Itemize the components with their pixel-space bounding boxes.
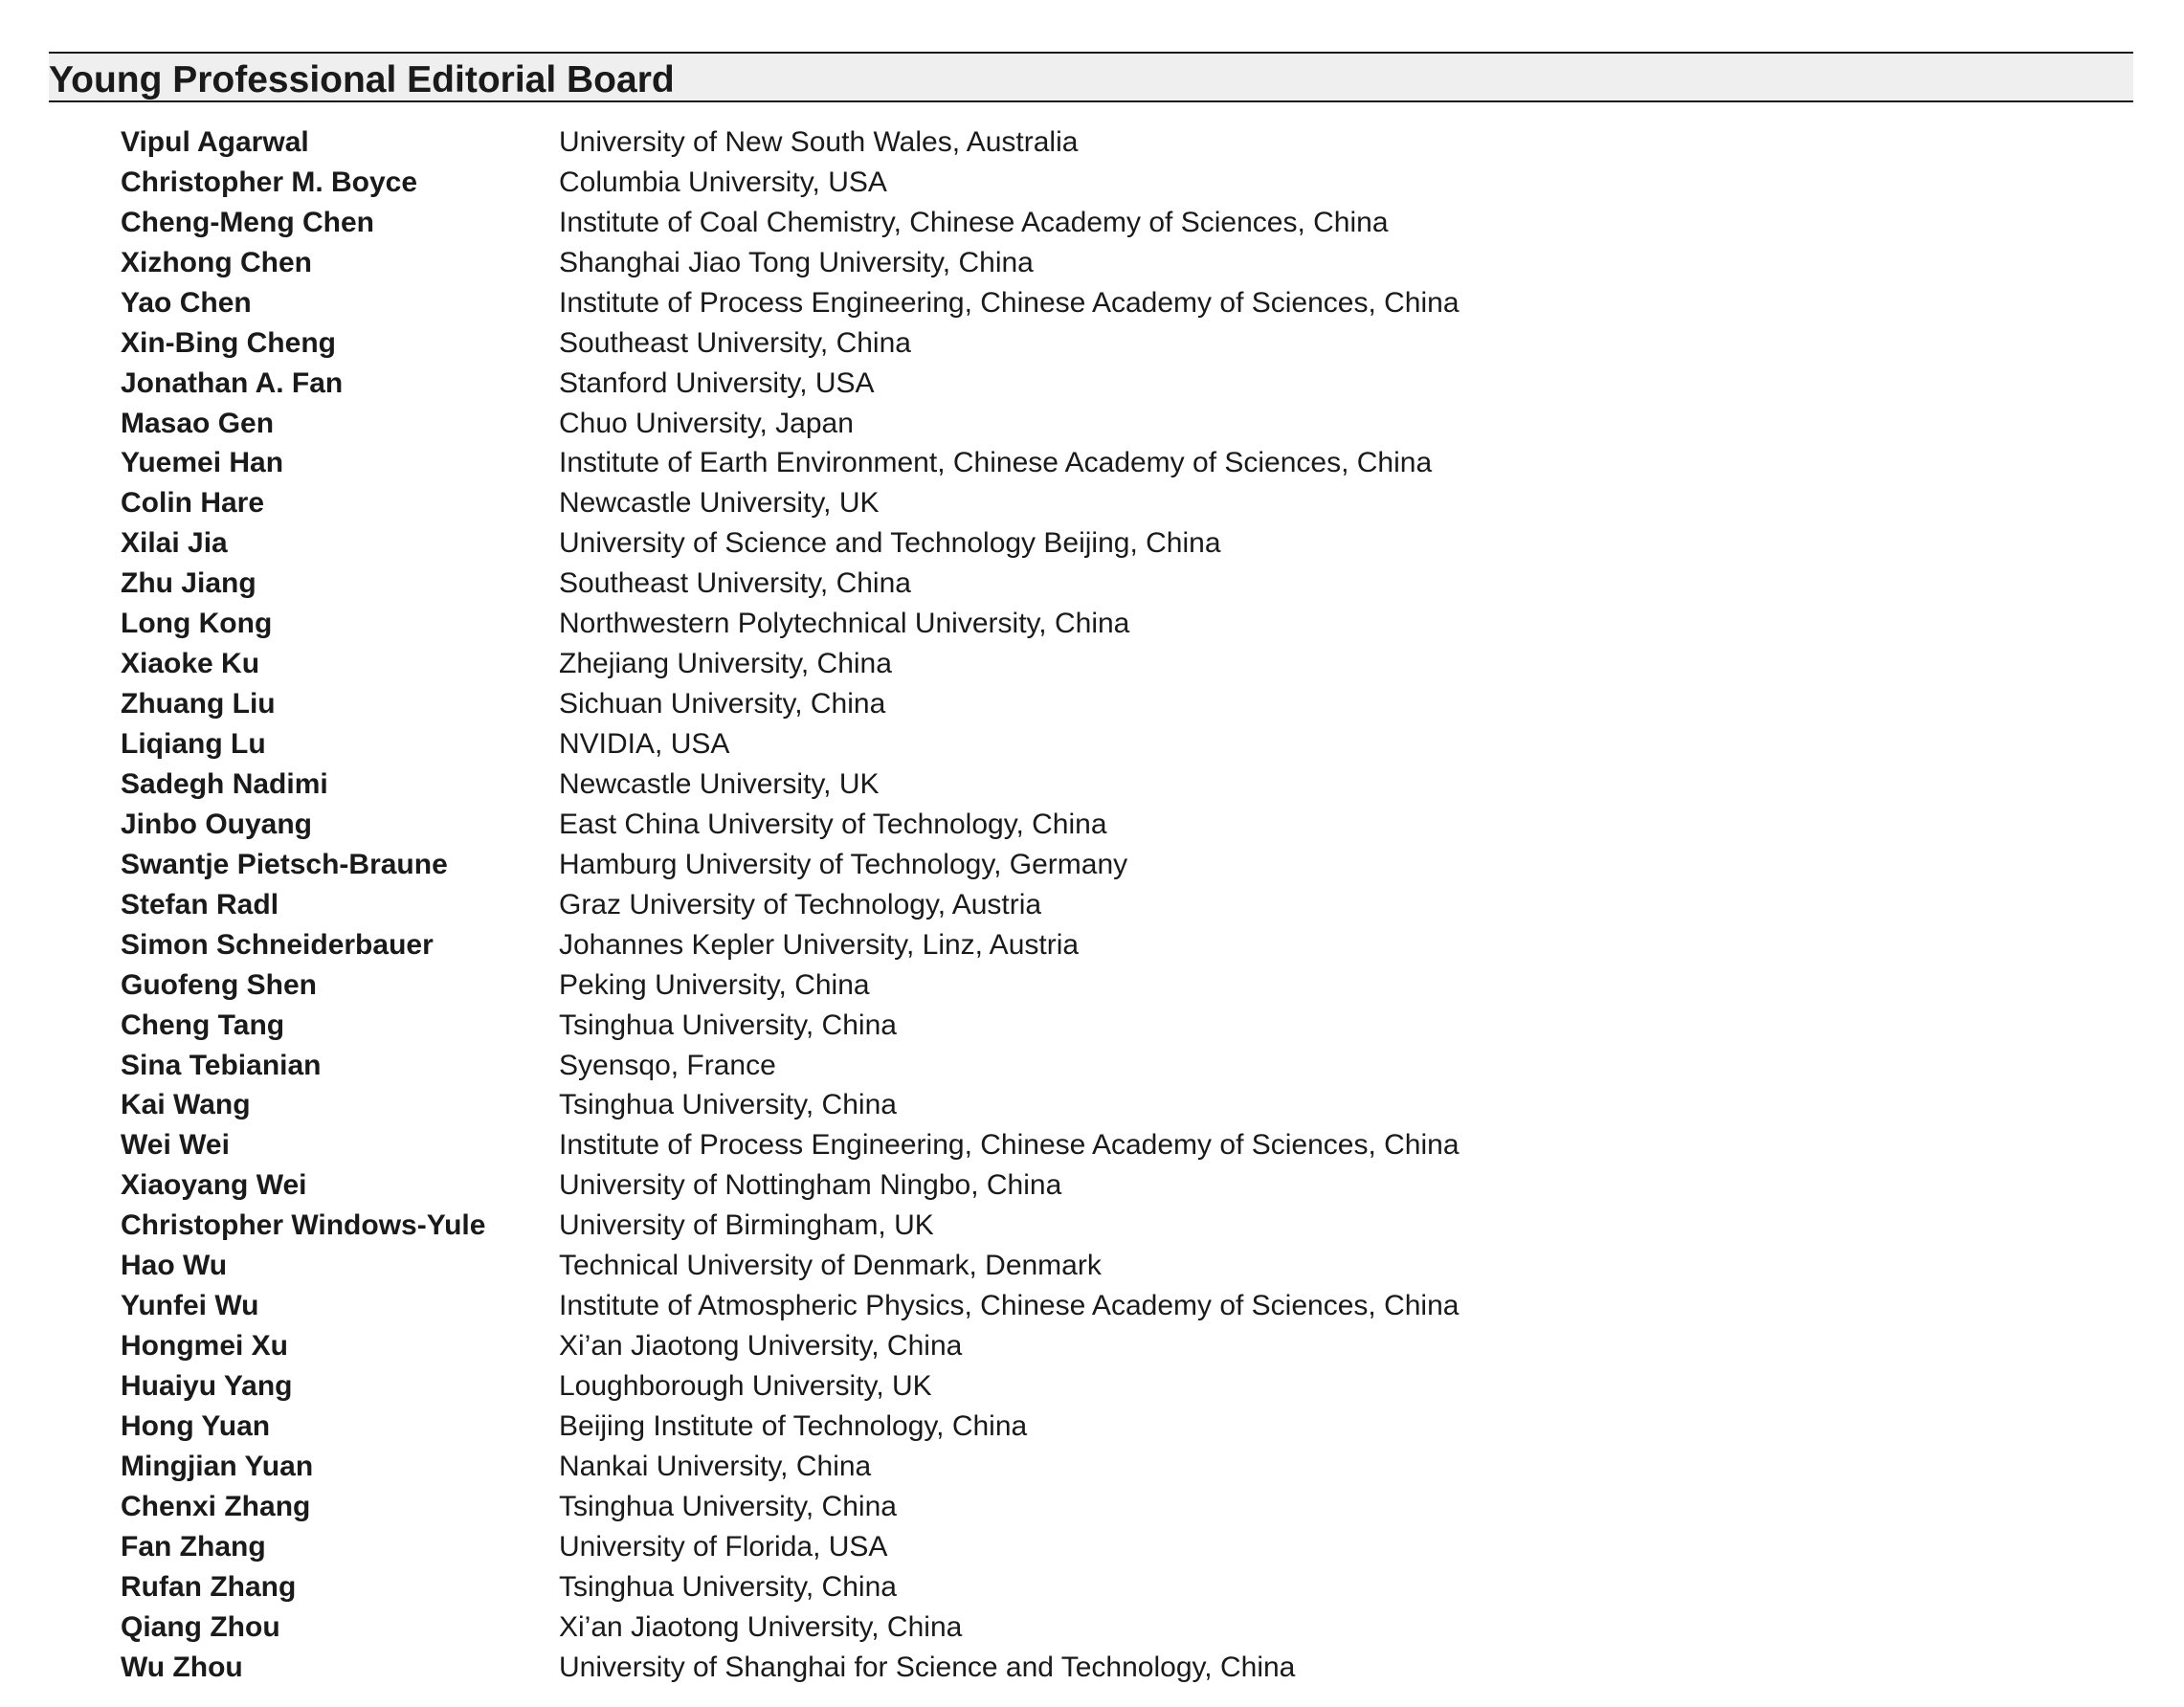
member-name: Hong Yuan [121,1409,271,1442]
member-name: Guofeng Shen [121,968,317,1001]
list-item [121,404,2130,444]
member-name: Hongmei Xu [121,1330,289,1363]
list-item [121,805,2130,845]
member-affiliation: Beijing Institute of Technology, China [559,1409,1028,1442]
member-affiliation: Institute of Process Engineering, Chinese Academy of Sciences, China [559,1129,1460,1162]
member-name: Huaiyu Yang [121,1370,293,1403]
member-name: Liqiang Lu [121,728,266,761]
member-name: Mingjian Yuan [121,1450,314,1482]
member-name: Zhuang Liu [121,688,276,720]
member-affiliation: Northwestern Polytechnical University, China [559,608,1130,640]
member-affiliation: Tsinghua University, China [559,1570,897,1603]
member-affiliation: Stanford University, USA [559,366,875,399]
member-name: Xilai Jia [121,527,228,560]
member-name: Xin-Bing Cheng [121,326,336,359]
list-item [121,1086,2130,1126]
list-item [121,1286,2130,1326]
member-affiliation: University of Shanghai for Science and Technology, China [559,1651,1296,1683]
list-item [121,1407,2130,1447]
list-item [121,644,2130,684]
member-affiliation: University of Florida, USA [559,1530,888,1563]
list-item [121,283,2130,323]
member-affiliation: Nankai University, China [559,1450,872,1482]
member-name: Christopher M. Boyce [121,166,418,198]
list-item [121,1125,2130,1165]
section-header [49,52,2133,102]
page-title: Young Professional Editorial Board [49,59,675,100]
member-affiliation: Technical University of Denmark, Denmark [559,1250,1102,1282]
member-affiliation: Syensqo, France [559,1049,776,1081]
list-item [121,604,2130,644]
member-affiliation: University of Nottingham Ningbo, China [559,1169,1062,1202]
member-name: Xiaoke Ku [121,648,260,680]
member-affiliation: Xi’an Jiaotong University, China [559,1330,963,1363]
member-name: Jonathan A. Fan [121,366,344,399]
member-affiliation: University of Science and Technology Beijing, China [559,527,1221,560]
list-item [121,1487,2130,1527]
member-name: Yao Chen [121,286,252,319]
list-item [121,523,2130,564]
list-item [121,845,2130,885]
member-affiliation: Newcastle University, UK [559,487,880,520]
member-name: Chenxi Zhang [121,1490,311,1522]
member-affiliation: Graz University of Technology, Austria [559,888,1042,920]
list-item [121,925,2130,965]
list-item [121,1366,2130,1407]
member-affiliation: Loughborough University, UK [559,1370,932,1403]
list-item [121,163,2130,203]
list-item [121,323,2130,364]
member-name: Xiaoyang Wei [121,1169,307,1202]
member-name: Cheng Tang [121,1009,285,1041]
list-item [121,122,2130,163]
member-affiliation: East China University of Technology, China [559,808,1107,840]
list-item [121,444,2130,484]
member-affiliation: Tsinghua University, China [559,1009,897,1041]
list-item [121,1046,2130,1086]
member-affiliation: Chuo University, Japan [559,407,854,439]
board-member-list [121,122,2130,1688]
member-name: Wei Wei [121,1129,230,1162]
member-affiliation: Hamburg University of Technology, Germany [559,848,1128,880]
list-item [121,483,2130,523]
member-name: Yuemei Han [121,447,284,479]
member-name: Christopher Windows-Yule [121,1209,486,1242]
list-item [121,364,2130,404]
member-affiliation: Institute of Process Engineering, Chinese Academy of Sciences, China [559,286,1460,319]
list-item [121,1607,2130,1648]
member-affiliation: Zhejiang University, China [559,648,892,680]
list-item [121,1006,2130,1046]
member-name: Colin Hare [121,487,265,520]
member-name: Sadegh Nadimi [121,767,328,800]
list-item [121,1567,2130,1607]
list-item [121,965,2130,1006]
list-item [121,203,2130,243]
member-affiliation: Institute of Atmospheric Physics, Chinese Academy of Sciences, China [559,1290,1460,1322]
list-item [121,1648,2130,1688]
member-affiliation: Xi’an Jiaotong University, China [559,1610,963,1643]
list-item [121,1165,2130,1206]
member-affiliation: Institute of Earth Environment, Chinese Academy of Sciences, China [559,447,1433,479]
member-name: Masao Gen [121,407,275,439]
member-affiliation: Columbia University, USA [559,166,887,198]
list-item [121,243,2130,283]
list-item [121,1527,2130,1567]
list-item [121,1206,2130,1246]
list-item [121,1447,2130,1487]
member-name: Rufan Zhang [121,1570,297,1603]
member-name: Sina Tebianian [121,1049,322,1081]
member-affiliation: University of Birmingham, UK [559,1209,934,1242]
list-item [121,1326,2130,1366]
list-item [121,885,2130,925]
member-affiliation: Tsinghua University, China [559,1490,897,1522]
member-affiliation: Newcastle University, UK [559,767,880,800]
member-name: Swantje Pietsch-Braune [121,848,448,880]
member-name: Yunfei Wu [121,1290,259,1322]
member-name: Wu Zhou [121,1651,243,1683]
member-name: Xizhong Chen [121,246,312,278]
member-name: Fan Zhang [121,1530,266,1563]
member-affiliation: Institute of Coal Chemistry, Chinese Academy of Sciences, China [559,206,1389,238]
member-name: Kai Wang [121,1089,251,1121]
member-affiliation: University of New South Wales, Australia [559,125,1079,158]
member-name: Simon Schneiderbauer [121,928,434,961]
member-name: Zhu Jiang [121,567,256,600]
member-name: Cheng-Meng Chen [121,206,374,238]
member-affiliation: Peking University, China [559,968,870,1001]
list-item [121,1246,2130,1286]
member-affiliation: Shanghai Jiao Tong University, China [559,246,1034,278]
member-affiliation: Southeast University, China [559,326,911,359]
member-name: Vipul Agarwal [121,125,309,158]
member-name: Jinbo Ouyang [121,808,313,840]
member-affiliation: Sichuan University, China [559,688,886,720]
list-item [121,724,2130,765]
member-affiliation: Southeast University, China [559,567,911,600]
list-item [121,765,2130,805]
list-item [121,564,2130,604]
member-name: Stefan Radl [121,888,279,920]
member-name: Hao Wu [121,1250,228,1282]
member-affiliation: Johannes Kepler University, Linz, Austria [559,928,1080,961]
member-affiliation: Tsinghua University, China [559,1089,897,1121]
member-name: Long Kong [121,608,273,640]
member-name: Qiang Zhou [121,1610,280,1643]
member-affiliation: NVIDIA, USA [559,728,730,761]
list-item [121,684,2130,724]
